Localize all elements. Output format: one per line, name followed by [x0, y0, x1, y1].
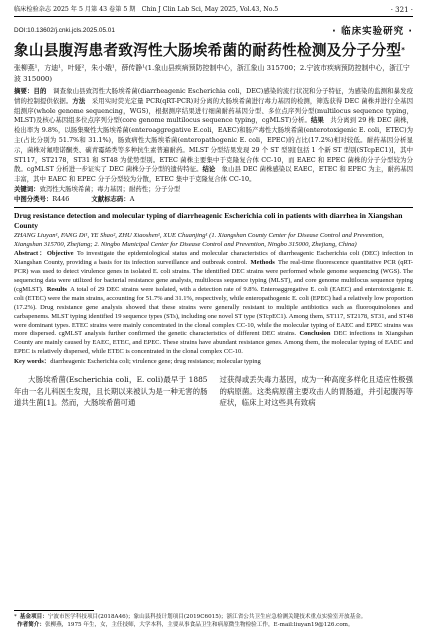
english-abstract	[14, 250, 413, 357]
objective-label: 目的	[33, 87, 47, 95]
english-author-names: ZHANG Liuyan¹, FANG Di¹, YE Shao², ZHU Xiaoshen¹, XUE Chuanjing¹	[14, 232, 208, 240]
en-abstract-label: Abstract：	[14, 250, 47, 258]
page-number: · 321 ·	[390, 6, 413, 14]
clc-label: 中图分类号：	[14, 194, 53, 203]
methods-label: 方法	[72, 96, 86, 105]
footnotes	[14, 610, 413, 630]
chinese-abstract	[14, 87, 413, 185]
doi-row	[14, 23, 413, 37]
conclusion-text: 象山县 DEC 菌株感染以 EAEC，ETEC 和 EPEC 为主，耐药基因丰富，其中 EAEC 和 EPEC 分子分型较为分散，ETEC 集中于克隆复合体 CC-10。	[14, 165, 414, 184]
journal-citation: 临床检验杂志 2025 年 5 月第 43 卷第 5 期 Chin J Clin Lab Sci, May 2025, Vol.43, No.5	[14, 6, 279, 13]
english-authors	[14, 231, 413, 249]
doc-code-label: 文献标志码：	[91, 194, 130, 203]
chinese-title	[14, 41, 413, 60]
doc-code-value: A	[129, 194, 135, 203]
en-keywords-text: diarrheagenic Escherichia coli; virulence gene; drug resistance; molecular typing	[50, 358, 261, 366]
footnote-funding	[14, 613, 413, 622]
objective-text: 调查象山县致泻性大肠埃希菌(diarrheagenic Escherichia coli，DEC)感染的流行状况和分子特征，为感染的监测和暴发疫情的控制提供依据。	[14, 87, 414, 105]
body-text	[14, 374, 413, 409]
results-label: 结果	[310, 116, 324, 125]
en-conclusion-text: DEC infections in Xiangshan County are mainly caused by EAEC, ETEC, and EPEC. These strains have abundant resistance genes. Among them, the molecular typing of EAEC and EPEC is relatively dispersed, while ETEC is concentrated in the clonal complex CC-10.	[14, 330, 413, 356]
classification-row	[14, 195, 413, 205]
en-results-text: A total of 29 DEC strains were isolated, with a detection rate of 9.8%. Enteroaggregative E. coli (EAEC) and enterotoxigenic E. coli (ETEC) were the main strains, accounting for 51.7% and 31.1%, respectively, while enteropathogenic E. coli (EPEC) had a relatively low proportion (17.2%). Drug resistance gene analysis showed that these strains were generally resistant to multiple antibiotics such as fluoroquinolones and carbapenems. MLST typing identified 19 sequence types (STs), including one novel ST type (STcpEC1). Among them, ST117, ST2178, ST31, and ST48 were dominant types. ETEC strains were mainly concentrated in the clonal complex CC-10, while the molecular typing of EAEC and EPEC strains was more dispersed. cgMLST analysis further confirmed the genetic characteristics of different DEC strains.	[14, 285, 413, 338]
chinese-authors: 张柳燕¹，方迪¹，叶娅²，朱小娥¹，薛传静¹(1.象山县疾病预防控制中心，浙江象山 315700；2.宁波市疾病预防控制中心，浙江宁波 315000)	[14, 64, 410, 83]
section-divider	[14, 207, 413, 208]
body-column-right	[220, 374, 414, 409]
footnote-label: 作者简介：	[17, 622, 45, 629]
body-paragraph-continued: 过获得或丢失毒力基因，成为一种高度多样化且适应性极强的病原菌。这类病原菌主要攻击人的胃肠道，并引起腹泻等症状，临床上对这些具有致病	[219, 375, 413, 408]
running-header	[14, 6, 413, 17]
en-conclusion-label: Conclusion	[299, 330, 331, 338]
footnote-text: 宁波市医学科技项目(2018A46)；象山县科技计划项目(2019C6015)；浙江省公共卫生应急检测关键技术重点实验室开放基金。	[47, 613, 367, 620]
footnote-label: 基金项目：	[19, 613, 48, 620]
doi[interactable]: DOI:10.13602/j.cnki.jcls.2025.05.01	[14, 26, 115, 34]
methods-text: 采用实时荧光定量 PCR(qRT-PCR)对分离的大肠埃希菌进行毒力基因的检测，筛选获得 DEC 菌株并进行全基因组测序(whole genome sequencing，WGS)，根据测序结果进行细菌耐药基因分型、多位点序列分型(multilocus sequence typing，MLST)及核心基因组多位点序列分型(core genome multilocus sequence typing，cgMLST)分析。	[14, 96, 414, 125]
en-objective-text: To investigate the epidemiological status and molecular characteristics of diarrheagenic Escherichia coli (DEC) infection in Xiangshan County, providing a basis for its infection surveillance and outbreak control.	[14, 250, 413, 267]
body-paragraph: 大肠埃希菌(Escherichia coli，E. coli)最早于 1885 年由一名儿科医生发现，且长期以来被认为是一种无害的肠道共生菌[1]。然而，大肠埃希菌可通	[14, 375, 208, 408]
keywords-text: 致泻性大肠埃希菌；毒力基因；耐药性；分子分型	[39, 184, 181, 193]
english-keywords	[14, 358, 413, 367]
footnote-mark: *	[14, 613, 17, 620]
body-column-left	[14, 374, 208, 409]
footnote-rule	[14, 610, 94, 611]
chinese-title-text: 象山县腹泻患者致泻性大肠埃希菌的耐药性检测及分子分型	[14, 42, 402, 59]
footnote-text: 张柳燕，1975 年生，女，主任技师，大学本科，主要从事食品卫生和病原微生物检验工作，E-mail:liuyan19@126.com。	[44, 622, 354, 629]
chinese-keywords	[14, 185, 413, 195]
clc-number	[14, 195, 69, 205]
conclusion-label: 结论	[202, 165, 216, 174]
english-affiliations: (1. Xiangshan County Center for Disease Control and Prevention, Xiangshan 315700, Zhejiang; 2. Ningbo Municipal Center for Disease Control and Prevention, Ningbo 315000, Zhejiang, China)	[14, 232, 384, 249]
abstract-label: 摘要：	[14, 87, 34, 95]
en-objective-label: Objective	[46, 250, 74, 258]
en-results-label: Results	[46, 285, 67, 293]
funding-mark: *	[401, 46, 406, 54]
document-code	[91, 195, 134, 205]
en-methods-text: The real-time fluorescence quantitative PCR (qRT-PCR) was used to detect virulence genes in isolated E. coli strains. The identified DEC strains were performed whole genome sequencing (WGS). The sequencing data were utilized for bacterial resistance gene analysis, multilocus sequence typing (MLST), and core genome multilocus sequence typing (cgMLST).	[14, 259, 413, 293]
en-methods-label: Methods	[250, 259, 275, 267]
results-text: 共分离到 29 株 DEC 菌株，检出率为 9.8%，以肠集聚性大肠埃希菌(enteroaggregative E.coli，EAEC)和肠产毒性大肠埃希菌(enterotoxigenic E. coli，ETEC)为主(占比分别为 51.7%和 31.1%)，肠致病性大肠埃希菌(enteropathogenic E. coli，EPEC)的占比(17.2%)相对较低。耐药基因分析显示，菌株对氟喹诺酮类、碳青霉烯类等多种抗生素普遍耐药。MLST 分型结果发现 29 个 ST 型别[包括 1 个新 ST 型别(STcpEC1)]，其中 ST117，ST2178，ST31 和 ST48 为优势型别。ETEC 菌株主要集中于克隆复合体 CC-10，而 EAEC 和 EPEC 菌株的分子分型较为分散。cgMLST 分析进一步证实了 DEC 菌株分子分型的遗传特征。	[14, 116, 414, 174]
column-tag: · 临床实验研究 ·	[332, 26, 413, 37]
keywords-label: 关键词：	[14, 184, 40, 193]
clc-value: R446	[52, 194, 70, 203]
en-keywords-label: Key words：	[14, 358, 51, 366]
english-title: Drug resistance detection and molecular typing of diarrheagenic Escherichia coli in patients with diarrhea in Xiangshan County	[14, 211, 403, 231]
footnote-author-bio	[14, 621, 413, 630]
